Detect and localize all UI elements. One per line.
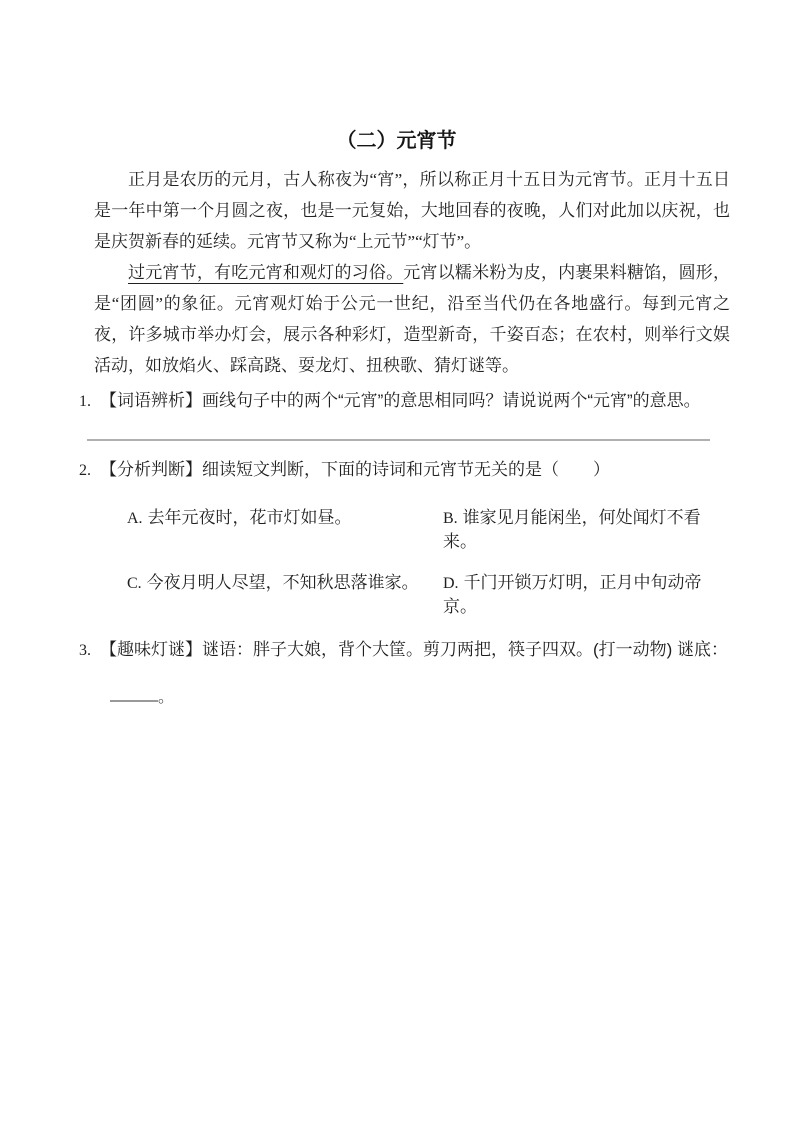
- option-a-text: 去年元夜时，花市灯如昼。: [147, 508, 352, 527]
- option-b: [443, 506, 730, 553]
- option-a-label: A.: [127, 510, 143, 527]
- questions-section: [79, 389, 730, 708]
- underlined-sentence: 过元宵节，有吃元宵和观灯的习俗。: [128, 263, 404, 282]
- reading-passage: [94, 164, 730, 381]
- question-1-answer-line: [87, 439, 710, 441]
- question-1: [79, 389, 730, 413]
- passage-paragraph-2: [94, 257, 730, 381]
- option-c-text: 今夜月明人尽望，不知秋思落谁家。: [146, 573, 419, 592]
- option-c-label: C.: [127, 575, 142, 592]
- question-2-number: 2.: [79, 462, 91, 479]
- option-b-text: 谁家见月能闲坐，何处闻灯不看来。: [443, 508, 701, 551]
- option-c: [127, 571, 443, 618]
- riddle-answer-period: 。: [158, 689, 175, 706]
- option-d-label: D.: [443, 575, 459, 592]
- option-d: [443, 571, 730, 618]
- section-title: （二）元宵节: [336, 130, 457, 152]
- question-2: [79, 458, 730, 482]
- paragraph-2-rest: 元宵以糯米粉为皮，内裹果料糖馅，圆形，是“团圆”的象征。元宵观灯始于公元一世纪，沿至当代仍在各地盛行。每到元宵之夜，许多城市举办灯会，展示各种彩灯，造型新奇，千姿百态；在农村，则举行文娱活动，如放焰火、踩高跷、耍龙灯、扭秧歌、猜灯谜等。: [94, 263, 731, 375]
- question-3-number: 3.: [79, 642, 91, 659]
- option-b-label: B.: [443, 510, 458, 527]
- question-1-text: 【词语辨析】画线句子中的两个“元宵”的意思相同吗？请说说两个“元宵”的意思。: [100, 391, 701, 410]
- passage-paragraph-1: 正月是农历的元月，古人称夜为“宵”，所以称正月十五日为元宵节。正月十五日是一年中第一个月圆之夜，也是一元复始，大地回春的夜晚，人们对此加以庆祝，也是庆贺新春的延续。元宵节又称为“上元节”“灯节”。: [94, 170, 730, 251]
- question-2-options: [127, 506, 730, 618]
- question-2-text: 【分析判断】细读短文判断，下面的诗词和元宵节无关的是（ ）: [100, 460, 610, 479]
- riddle-answer-blank-line: [110, 687, 158, 702]
- riddle-answer-area: [110, 687, 730, 708]
- question-3: [79, 638, 730, 662]
- question-1-number: 1.: [79, 393, 91, 410]
- option-a: [127, 506, 443, 553]
- option-d-text: 千门开锁万灯明，正月中旬动帝京。: [443, 573, 702, 616]
- question-3-text: 【趣味灯谜】谜语：胖子大娘，背个大筐。剪刀两把，筷子四双。(打一动物) 谜底：: [100, 640, 729, 659]
